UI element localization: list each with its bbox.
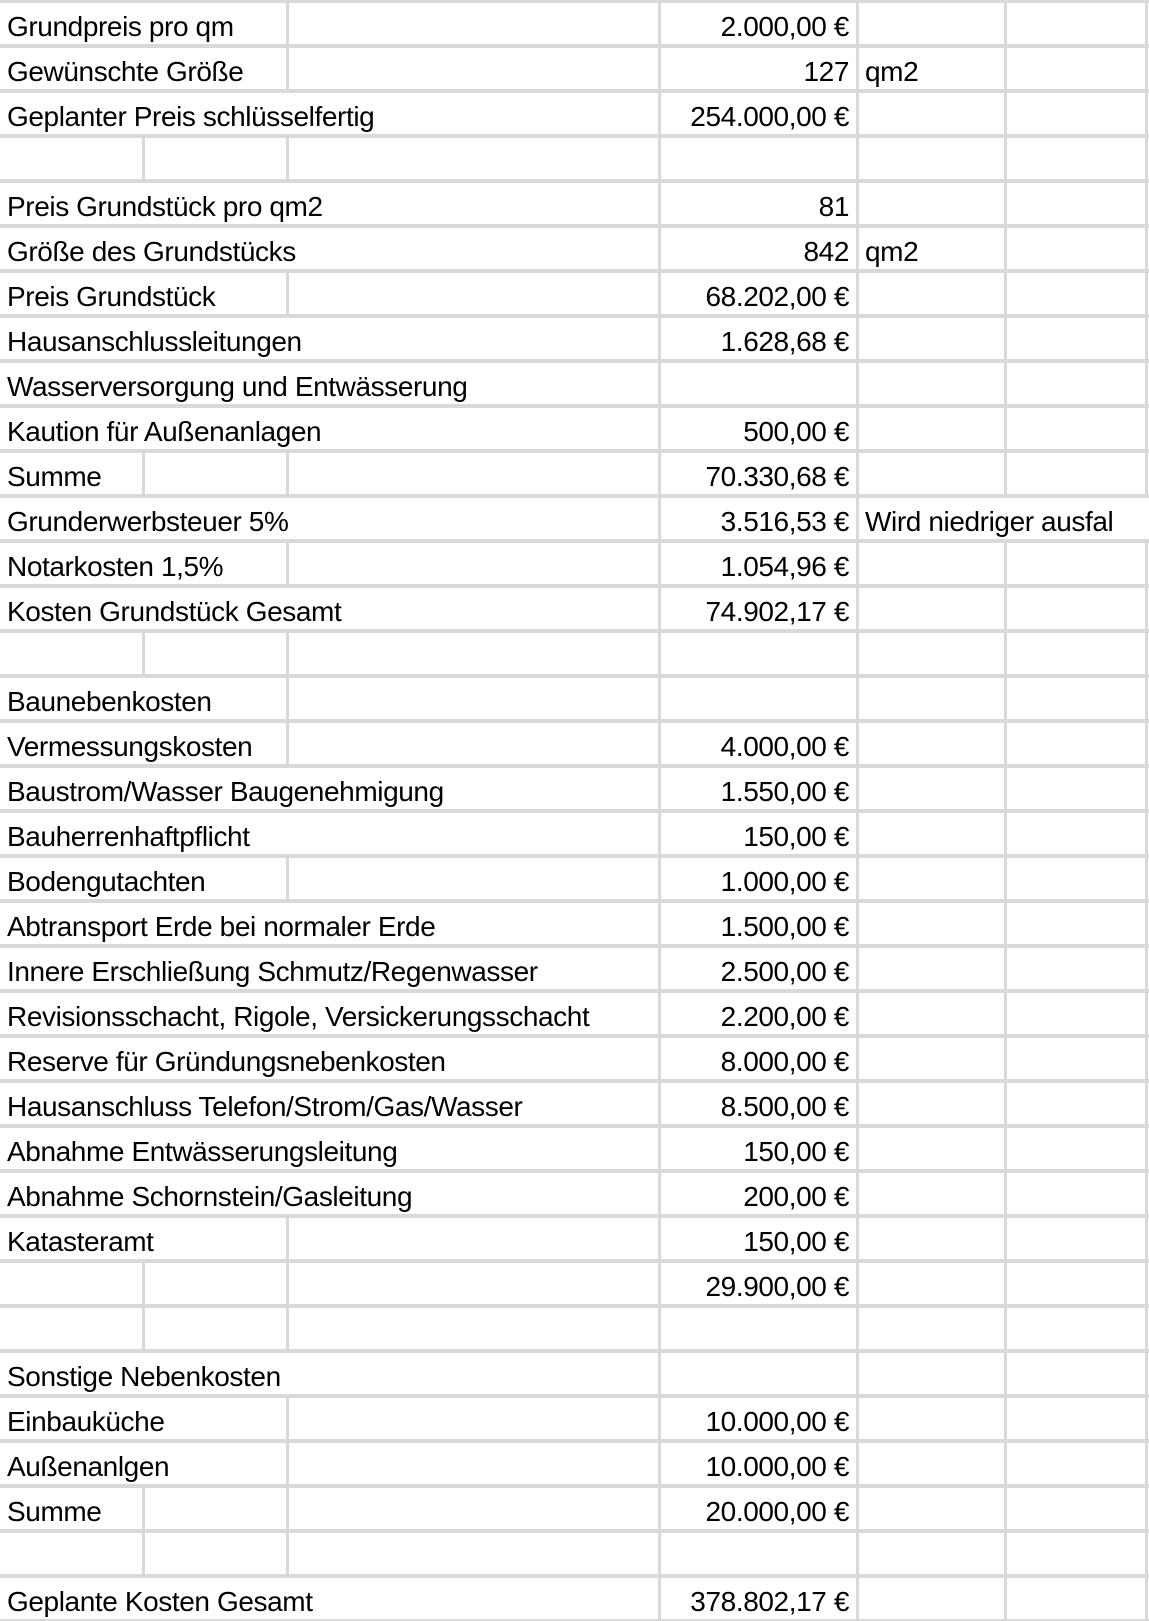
- sheet-row: [0, 453, 1149, 498]
- sheet-row: [0, 948, 1149, 993]
- cell-amount[interactable]: 20.000,00 €: [705, 1496, 849, 1527]
- cell-amount[interactable]: 254.000,00 €: [690, 101, 849, 132]
- gridline-vertical: [856, 588, 859, 633]
- gridline-vertical: [286, 273, 289, 318]
- cell-amount[interactable]: 8.500,00 €: [720, 1091, 849, 1122]
- gridline-vertical: [658, 1533, 661, 1578]
- gridline-vertical: [286, 3, 289, 48]
- cell-label[interactable]: Grundpreis pro qm: [7, 11, 234, 42]
- gridline-vertical: [856, 858, 859, 903]
- cell-label[interactable]: Außenanlgen: [7, 1451, 170, 1482]
- gridline-vertical: [1004, 1578, 1007, 1621]
- gridline-vertical: [1004, 1038, 1007, 1083]
- gridline-vertical: [286, 633, 289, 678]
- gridline-vertical: [286, 723, 289, 768]
- gridline-vertical: [1145, 1308, 1148, 1353]
- gridline-vertical: [856, 408, 859, 453]
- gridline-vertical: [286, 1308, 289, 1353]
- cell-label[interactable]: Geplante Kosten Gesamt: [7, 1586, 313, 1617]
- gridline-vertical: [286, 1263, 289, 1308]
- gridline-vertical: [658, 1353, 661, 1398]
- gridline-vertical: [856, 273, 859, 318]
- gridline-vertical: [1004, 1353, 1007, 1398]
- cell-amount[interactable]: 81: [818, 191, 849, 222]
- gridline-vertical: [658, 1308, 661, 1353]
- gridline-vertical: [1145, 1038, 1148, 1083]
- gridline-vertical: [1004, 588, 1007, 633]
- cell-amount[interactable]: 378.802,17 €: [690, 1586, 849, 1617]
- gridline-vertical: [1145, 903, 1148, 948]
- cell-label[interactable]: Notarkosten 1,5%: [7, 551, 224, 582]
- gridline-vertical: [1145, 318, 1148, 363]
- gridline-vertical: [1004, 1083, 1007, 1128]
- gridline-vertical: [142, 138, 145, 183]
- gridline-vertical: [856, 1218, 859, 1263]
- sheet-row: [0, 498, 1149, 543]
- gridline-vertical: [856, 3, 859, 48]
- sheet-row: [0, 3, 1149, 48]
- gridline-vertical: [142, 1533, 145, 1578]
- gridline-vertical: [286, 543, 289, 588]
- cell-label[interactable]: Bodengutachten: [7, 866, 206, 897]
- cell-label[interactable]: Gewünschte Größe: [7, 56, 244, 87]
- cell-label[interactable]: Einbauküche: [7, 1406, 165, 1437]
- gridline-vertical: [1004, 408, 1007, 453]
- gridline-vertical: [856, 48, 859, 93]
- gridline-vertical: [1145, 363, 1148, 408]
- gridline-vertical: [1004, 768, 1007, 813]
- gridline-vertical: [856, 813, 859, 858]
- cell-label[interactable]: Revisionsschacht, Rigole, Versickerungsschacht: [7, 1001, 590, 1032]
- gridline-vertical: [658, 633, 661, 678]
- gridline-vertical: [1145, 993, 1148, 1038]
- gridline-vertical: [142, 1263, 145, 1308]
- gridline-vertical: [856, 228, 859, 273]
- cell-label[interactable]: Vermessungskosten: [7, 731, 253, 762]
- gridline-vertical: [1004, 858, 1007, 903]
- gridline-vertical: [1004, 228, 1007, 273]
- gridline-vertical: [856, 498, 859, 543]
- gridline-vertical: [286, 678, 289, 723]
- cell-label[interactable]: Kaution für Außenanlagen: [7, 416, 322, 447]
- gridline-vertical: [856, 453, 859, 498]
- sheet-row: [0, 1218, 1149, 1263]
- gridline-vertical: [1145, 588, 1148, 633]
- sheet-row: [0, 318, 1149, 363]
- sheet-row: [0, 408, 1149, 453]
- gridline-vertical: [1004, 363, 1007, 408]
- gridline-vertical: [856, 543, 859, 588]
- gridline-vertical: [1004, 1128, 1007, 1173]
- gridline-vertical: [856, 993, 859, 1038]
- sheet-row: [0, 1083, 1149, 1128]
- gridline-vertical: [142, 1308, 145, 1353]
- sheet-row: [0, 813, 1149, 858]
- gridline-vertical: [1145, 858, 1148, 903]
- sheet-row: [0, 723, 1149, 768]
- cell-label[interactable]: Preis Grundstück: [7, 281, 216, 312]
- sheet-row: [0, 1128, 1149, 1173]
- cell-amount[interactable]: 2.000,00 €: [720, 11, 849, 42]
- gridline-vertical: [1145, 1353, 1148, 1398]
- cell-label[interactable]: Preis Grundstück pro qm2: [7, 191, 323, 222]
- gridline-vertical: [1004, 3, 1007, 48]
- sheet-row: [0, 1443, 1149, 1488]
- gridline-vertical: [658, 138, 661, 183]
- gridline-vertical: [1004, 1398, 1007, 1443]
- gridline-vertical: [286, 1488, 289, 1533]
- sheet-row: [0, 363, 1149, 408]
- gridline-vertical: [1145, 138, 1148, 183]
- gridline-vertical: [856, 1578, 859, 1621]
- cell-label[interactable]: Sonstige Nebenkosten: [7, 1361, 281, 1392]
- gridline-vertical: [1004, 678, 1007, 723]
- gridline-vertical: [286, 1533, 289, 1578]
- sheet-row: [0, 1353, 1149, 1398]
- gridline-vertical: [1145, 48, 1148, 93]
- gridline-vertical: [286, 138, 289, 183]
- gridline-vertical: [1004, 813, 1007, 858]
- gridline-vertical: [1145, 678, 1148, 723]
- gridline-vertical: [1145, 93, 1148, 138]
- gridline-vertical: [856, 1308, 859, 1353]
- sheet-row: [0, 1578, 1149, 1621]
- gridline-vertical: [286, 1443, 289, 1488]
- gridline-vertical: [286, 48, 289, 93]
- gridline-vertical: [1145, 543, 1148, 588]
- gridline-vertical: [1004, 318, 1007, 363]
- gridline-vertical: [1004, 453, 1007, 498]
- gridline-vertical: [1145, 1443, 1148, 1488]
- cell-amount[interactable]: 1.500,00 €: [720, 911, 849, 942]
- gridline-vertical: [1145, 1533, 1148, 1578]
- gridline-vertical: [856, 318, 859, 363]
- cell-note[interactable]: Wird niedriger ausfal: [865, 506, 1114, 537]
- gridline-vertical: [1004, 93, 1007, 138]
- gridline-vertical: [856, 1083, 859, 1128]
- gridline-vertical: [1004, 1308, 1007, 1353]
- cell-amount[interactable]: 3.516,53 €: [720, 506, 849, 537]
- gridline-vertical: [658, 678, 661, 723]
- sheet-row: [0, 588, 1149, 633]
- gridline-vertical: [1145, 273, 1148, 318]
- sheet-row: [0, 768, 1149, 813]
- cell-label[interactable]: Innere Erschließung Schmutz/Regenwasser: [7, 956, 538, 987]
- cell-amount[interactable]: 842: [803, 236, 849, 267]
- gridline-vertical: [142, 1488, 145, 1533]
- gridline-vertical: [1145, 1578, 1148, 1621]
- gridline-vertical: [856, 363, 859, 408]
- cell-label[interactable]: Größe des Grundstücks: [7, 236, 296, 267]
- gridline-vertical: [1145, 768, 1148, 813]
- gridline-vertical: [1145, 1398, 1148, 1443]
- cell-amount[interactable]: 1.054,96 €: [720, 551, 849, 582]
- sheet-row: [0, 138, 1149, 183]
- cell-label[interactable]: Hausanschlussleitungen: [7, 326, 302, 357]
- gridline-vertical: [1004, 1218, 1007, 1263]
- gridline-vertical: [856, 1353, 859, 1398]
- gridline-vertical: [1004, 543, 1007, 588]
- gridline-vertical: [286, 1218, 289, 1263]
- cell-label[interactable]: Baustrom/Wasser Baugenehmigung: [7, 776, 444, 807]
- gridline-vertical: [856, 1128, 859, 1173]
- gridline-vertical: [1004, 723, 1007, 768]
- gridline-vertical: [1004, 1443, 1007, 1488]
- sheet-row: [0, 228, 1149, 273]
- gridline-vertical: [1145, 3, 1148, 48]
- gridline-vertical: [856, 903, 859, 948]
- cell-label[interactable]: Bauherrenhaftpflicht: [7, 821, 250, 852]
- sheet-row: [0, 1173, 1149, 1218]
- gridline-vertical: [1004, 633, 1007, 678]
- cell-label[interactable]: Summe: [7, 1496, 102, 1527]
- gridline-vertical: [1145, 183, 1148, 228]
- cell-label[interactable]: Kosten Grundstück Gesamt: [7, 596, 342, 627]
- gridline-vertical: [1145, 228, 1148, 273]
- gridline-vertical: [856, 138, 859, 183]
- cell-amount[interactable]: 150,00 €: [743, 1226, 849, 1257]
- gridline-vertical: [1145, 633, 1148, 678]
- gridline-vertical: [1004, 183, 1007, 228]
- gridline-vertical: [1145, 1263, 1148, 1308]
- cell-amount[interactable]: 10.000,00 €: [705, 1406, 849, 1437]
- gridline-vertical: [286, 1398, 289, 1443]
- cell-amount[interactable]: 4.000,00 €: [720, 731, 849, 762]
- gridline-vertical: [1004, 1533, 1007, 1578]
- cell-amount[interactable]: 1.550,00 €: [720, 776, 849, 807]
- cell-amount[interactable]: 70.330,68 €: [705, 461, 849, 492]
- gridline-vertical: [1145, 1083, 1148, 1128]
- sheet-row: [0, 993, 1149, 1038]
- sheet-row: [0, 93, 1149, 138]
- sheet-row: [0, 183, 1149, 228]
- cell-amount[interactable]: 2.200,00 €: [720, 1001, 849, 1032]
- gridline-vertical: [1004, 903, 1007, 948]
- gridline-vertical: [856, 183, 859, 228]
- sheet-row: [0, 1263, 1149, 1308]
- gridline-vertical: [856, 633, 859, 678]
- gridline-vertical: [856, 1263, 859, 1308]
- cell-amount[interactable]: 2.500,00 €: [720, 956, 849, 987]
- gridline-vertical: [856, 1533, 859, 1578]
- gridline-vertical: [1145, 1218, 1148, 1263]
- gridline-vertical: [856, 1443, 859, 1488]
- gridline-vertical: [1004, 1488, 1007, 1533]
- gridline-vertical: [856, 1398, 859, 1443]
- cell-amount[interactable]: 500,00 €: [743, 416, 849, 447]
- cell-amount[interactable]: 29.900,00 €: [705, 1271, 849, 1302]
- gridline-vertical: [1004, 273, 1007, 318]
- cell-unit[interactable]: qm2: [865, 56, 919, 87]
- cell-amount[interactable]: 74.902,17 €: [705, 596, 849, 627]
- gridline-vertical: [142, 633, 145, 678]
- cell-label[interactable]: Abnahme Schornstein/Gasleitung: [7, 1181, 413, 1212]
- gridline-vertical: [286, 858, 289, 903]
- cell-unit[interactable]: qm2: [865, 236, 919, 267]
- sheet-row: [0, 858, 1149, 903]
- cell-label[interactable]: Grunderwerbsteuer 5%: [7, 506, 289, 537]
- sheet-row: [0, 1308, 1149, 1353]
- gridline-vertical: [1145, 723, 1148, 768]
- sheet-row: [0, 1038, 1149, 1083]
- gridline-vertical: [142, 453, 145, 498]
- cell-amount[interactable]: 127: [803, 56, 849, 87]
- cell-amount[interactable]: 8.000,00 €: [720, 1046, 849, 1077]
- gridline-vertical: [1145, 1173, 1148, 1218]
- gridline-vertical: [856, 678, 859, 723]
- gridline-vertical: [1145, 813, 1148, 858]
- cell-amount[interactable]: 200,00 €: [743, 1181, 849, 1212]
- sheet-row: [0, 1398, 1149, 1443]
- cell-label[interactable]: Abtransport Erde bei normaler Erde: [7, 911, 436, 942]
- cell-label[interactable]: Geplanter Preis schlüsselfertig: [7, 101, 375, 132]
- sheet-row: [0, 543, 1149, 588]
- cell-label[interactable]: Abnahme Entwässerungsleitung: [7, 1136, 398, 1167]
- gridline-vertical: [856, 723, 859, 768]
- gridline-vertical: [856, 93, 859, 138]
- cell-label[interactable]: Wasserversorgung und Entwässerung: [7, 371, 468, 402]
- sheet-row: [0, 273, 1149, 318]
- gridline-vertical: [856, 1488, 859, 1533]
- gridline-vertical: [856, 1173, 859, 1218]
- gridline-vertical: [1145, 408, 1148, 453]
- gridline-vertical: [1004, 1173, 1007, 1218]
- cell-amount[interactable]: 1.000,00 €: [720, 866, 849, 897]
- cell-label[interactable]: Katasteramt: [7, 1226, 154, 1257]
- cell-amount[interactable]: 150,00 €: [743, 821, 849, 852]
- gridline-vertical: [1145, 1488, 1148, 1533]
- sheet-row: [0, 1488, 1149, 1533]
- gridline-vertical: [1145, 1128, 1148, 1173]
- gridline-vertical: [1004, 993, 1007, 1038]
- gridline-vertical: [856, 948, 859, 993]
- cell-label[interactable]: Baunebenkosten: [7, 686, 212, 717]
- gridline-vertical: [658, 363, 661, 408]
- sheet-row: [0, 1533, 1149, 1578]
- cell-amount[interactable]: 10.000,00 €: [705, 1451, 849, 1482]
- gridline-vertical: [286, 453, 289, 498]
- gridline-vertical: [856, 1038, 859, 1083]
- gridline-vertical: [1145, 948, 1148, 993]
- sheet-row: [0, 903, 1149, 948]
- cell-amount[interactable]: 68.202,00 €: [705, 281, 849, 312]
- gridline-vertical: [1004, 1263, 1007, 1308]
- gridline-vertical: [1004, 948, 1007, 993]
- cell-amount[interactable]: 1.628,68 €: [720, 326, 849, 357]
- cell-label[interactable]: Summe: [7, 461, 102, 492]
- sheet-row: [0, 678, 1149, 723]
- gridline-vertical: [1145, 453, 1148, 498]
- sheet-row: [0, 633, 1149, 678]
- sheet-row: [0, 48, 1149, 93]
- gridline-vertical: [856, 768, 859, 813]
- cell-label[interactable]: Reserve für Gründungsnebenkosten: [7, 1046, 446, 1077]
- gridline-vertical: [1004, 138, 1007, 183]
- cell-amount[interactable]: 150,00 €: [743, 1136, 849, 1167]
- cell-label[interactable]: Hausanschluss Telefon/Strom/Gas/Wasser: [7, 1091, 523, 1122]
- gridline-vertical: [1004, 48, 1007, 93]
